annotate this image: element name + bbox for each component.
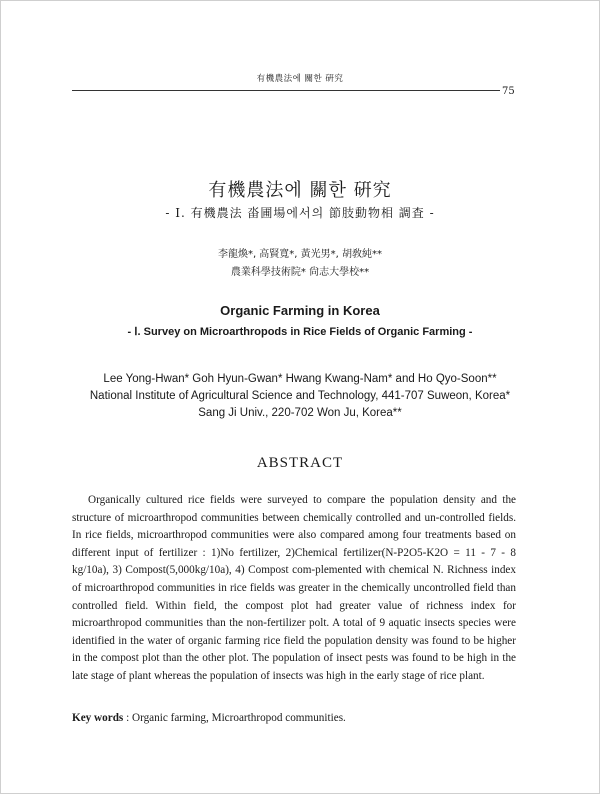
keywords-line — [72, 712, 516, 724]
abstract-body — [72, 492, 516, 686]
abstract-paragraph: Organically cultured rice fields were surveyed to compare the population density and the structure of microarthropod communities between chemically controlled and un-controlled fields. In rice fields, microarthropod communities were also compared among four treatments based on different input of fertilizer : 1)No fertilizer, 2)Chemical fertilizer(N-P2O5-K2O = 11 - 7 - 8 kg/10a), 3) Compost(5,000kg/10a), 4) Compost com-plemented with chemical N. Richness index of microarthropod communities in rice fields was greater in the chemically uncontrolled field than controlled field. Within field, the compost plot had greater value of richness index for microarthropod communities than the non-fertilizer polt. A total of 9 aquatic insects species were identified in the water of organic farming rice field the population density was found to be higher in the compost plot than the other plot. The population of insect pests was found to be high in the late stage of plant whereas the population of insects was high in the early stage of rice plant. — [72, 494, 516, 682]
running-header: 有機農法에 關한 硏究 — [256, 74, 344, 84]
page-number: 75 — [502, 86, 515, 97]
korean-affiliation: 農業科學技術院* 尙志大學校** — [230, 267, 370, 278]
korean-title: 有機農法에 關한 硏究 — [208, 180, 392, 201]
korean-subtitle: - Ⅰ. 有機農法 畓圃場에서의 節肢動物相 調査 - — [165, 206, 435, 220]
keywords-text: : Organic farming, Microarthropod communities. — [126, 712, 346, 724]
korean-authors: 李龍煥*, 高賢寬*, 黃光男*, 胡敎純** — [217, 249, 383, 260]
english-authors: Lee Yong-Hwan* Goh Hyun-Gwan* Hwang Kwang-Nam* and Ho Qyo-Soon** — [103, 373, 497, 385]
english-affiliation-2: Sang Ji Univ., 220-702 Won Ju, Korea** — [198, 407, 402, 419]
english-affiliation-1: National Institute of Agricultural Science and Technology, 441-707 Suweon, Korea* — [89, 390, 511, 402]
english-subtitle: - Ⅰ. Survey on Microarthropods in Rice Fields of Organic Farming - — [127, 326, 473, 338]
english-title: Organic Farming in Korea — [220, 303, 380, 318]
keywords-label: Key words — [72, 712, 124, 724]
header-rule — [72, 90, 500, 91]
abstract-heading: ABSTRACT — [256, 455, 344, 471]
